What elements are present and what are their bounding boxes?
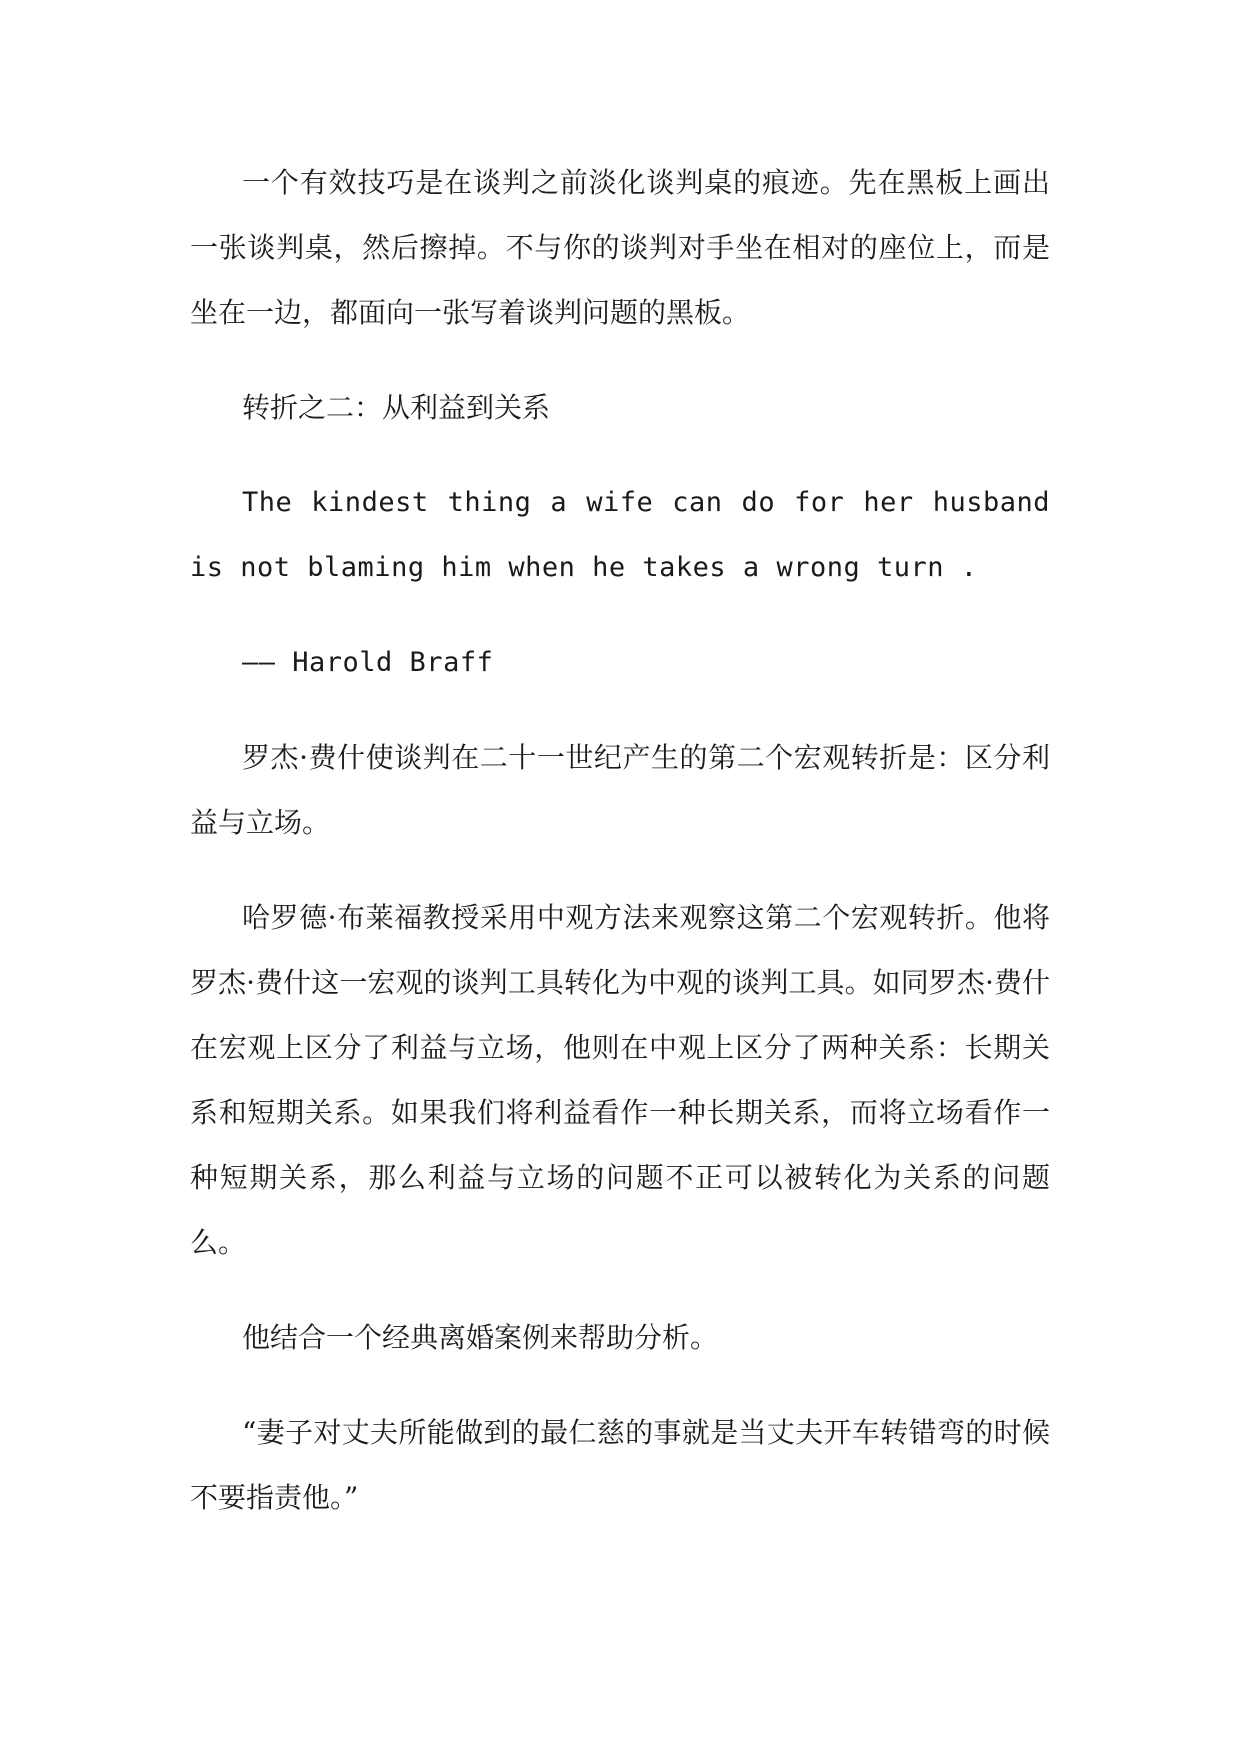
paragraph-fisher-second-turn: 罗杰·费什使谈判在二十一世纪产生的第二个宏观转折是：区分利益与立场。: [190, 741, 1050, 839]
section-heading-second-turn: 转折之二：从利益到关系: [242, 391, 551, 424]
quote-attribution: —— Harold Braff: [242, 647, 494, 678]
english-quote: The kindest thing a wife can do for her husband is not blaming him when he takes a wrong turn .: [190, 487, 1050, 583]
paragraph-braff-relationships: 哈罗德·布莱福教授采用中观方法来观察这第二个宏观转折。他将罗杰·费什这一宏观的谈判工具转化为中观的谈判工具。如同罗杰·费什在宏观上区分了利益与立场，他则在中观上区分了两种关系：长期关系和短期关系。如果我们将利益看作一种长期关系，而将立场看作一种短期关系，那么利益与立场的问题不正可以被转化为关系的问题么。: [190, 901, 1050, 1259]
paragraph-divorce-case: 他结合一个经典离婚案例来帮助分析。: [242, 1321, 719, 1354]
document-body: [190, 150, 1050, 1560]
paragraph-negotiation-table-tip: 一个有效技巧是在谈判之前淡化谈判桌的痕迹。先在黑板上画出一张谈判桌，然后擦掉。不与你的谈判对手坐在相对的座位上，而是坐在一边，都面向一张写着谈判问题的黑板。: [190, 166, 1050, 329]
chinese-quote: “妻子对丈夫所能做到的最仁慈的事就是当丈夫开车转错弯的时候不要指责他。”: [190, 1416, 1050, 1514]
